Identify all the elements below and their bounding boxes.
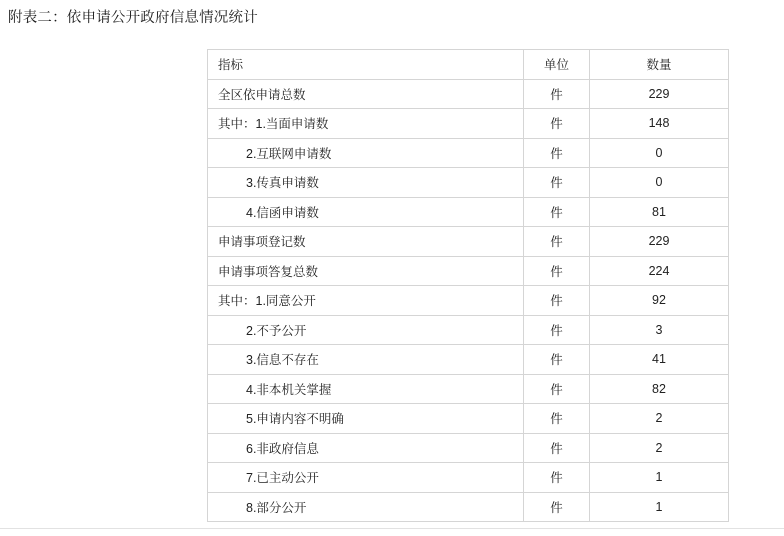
indicator-label: 全区依申请总数 bbox=[218, 87, 306, 102]
table-row bbox=[208, 463, 729, 493]
table-row bbox=[208, 197, 729, 227]
cell-quantity: 41 bbox=[590, 345, 729, 375]
cell-unit: 件 bbox=[524, 256, 590, 286]
table-row bbox=[208, 109, 729, 139]
column-header-quantity: 数量 bbox=[590, 50, 729, 80]
cell-unit: 件 bbox=[524, 197, 590, 227]
statistics-table bbox=[207, 49, 729, 522]
cell-indicator bbox=[208, 492, 524, 522]
cell-unit: 件 bbox=[524, 345, 590, 375]
footer-divider bbox=[0, 528, 784, 529]
cell-quantity: 92 bbox=[590, 286, 729, 316]
cell-indicator bbox=[208, 168, 524, 198]
cell-unit: 件 bbox=[524, 492, 590, 522]
cell-quantity: 81 bbox=[590, 197, 729, 227]
cell-indicator bbox=[208, 286, 524, 316]
cell-quantity: 3 bbox=[590, 315, 729, 345]
indicator-label: 4.非本机关掌握 bbox=[246, 382, 332, 397]
cell-quantity: 2 bbox=[590, 433, 729, 463]
cell-unit: 件 bbox=[524, 168, 590, 198]
table-row bbox=[208, 492, 729, 522]
cell-unit: 件 bbox=[524, 463, 590, 493]
cell-quantity: 2 bbox=[590, 404, 729, 434]
table-body bbox=[208, 79, 729, 522]
table-row bbox=[208, 433, 729, 463]
cell-indicator bbox=[208, 256, 524, 286]
table-row bbox=[208, 374, 729, 404]
cell-unit: 件 bbox=[524, 315, 590, 345]
cell-indicator bbox=[208, 463, 524, 493]
table-row bbox=[208, 404, 729, 434]
cell-unit: 件 bbox=[524, 286, 590, 316]
indicator-label: 申请事项登记数 bbox=[218, 235, 306, 250]
cell-indicator bbox=[208, 109, 524, 139]
table-row bbox=[208, 286, 729, 316]
cell-indicator bbox=[208, 79, 524, 109]
cell-indicator bbox=[208, 345, 524, 375]
indicator-label: 4.信函申请数 bbox=[246, 205, 319, 220]
cell-indicator bbox=[208, 227, 524, 257]
table-row bbox=[208, 227, 729, 257]
cell-unit: 件 bbox=[524, 138, 590, 168]
cell-quantity: 1 bbox=[590, 463, 729, 493]
cell-quantity: 229 bbox=[590, 79, 729, 109]
cell-unit: 件 bbox=[524, 374, 590, 404]
table-row bbox=[208, 256, 729, 286]
cell-indicator bbox=[208, 138, 524, 168]
cell-indicator bbox=[208, 433, 524, 463]
indicator-label: 5.申请内容不明确 bbox=[246, 412, 344, 427]
cell-quantity: 148 bbox=[590, 109, 729, 139]
indicator-label: 3.传真申请数 bbox=[246, 176, 319, 191]
table-row bbox=[208, 138, 729, 168]
indicator-label: 2.互联网申请数 bbox=[246, 146, 332, 161]
indicator-label: 7.已主动公开 bbox=[246, 471, 319, 486]
indicator-label: 3.信息不存在 bbox=[246, 353, 319, 368]
indicator-label: 8.部分公开 bbox=[246, 500, 307, 515]
statistics-table-container bbox=[207, 49, 728, 522]
cell-quantity: 1 bbox=[590, 492, 729, 522]
cell-unit: 件 bbox=[524, 109, 590, 139]
page-title: 附表二：依申请公开政府信息情况统计 bbox=[8, 10, 258, 26]
table-row bbox=[208, 315, 729, 345]
cell-quantity: 224 bbox=[590, 256, 729, 286]
cell-unit: 件 bbox=[524, 79, 590, 109]
cell-indicator bbox=[208, 315, 524, 345]
indicator-label: 申请事项答复总数 bbox=[218, 264, 319, 279]
cell-quantity: 0 bbox=[590, 168, 729, 198]
table-header-row bbox=[208, 50, 729, 80]
cell-indicator bbox=[208, 404, 524, 434]
column-header-unit: 单位 bbox=[524, 50, 590, 80]
indicator-label: 其中：1.同意公开 bbox=[218, 294, 316, 309]
table-row bbox=[208, 79, 729, 109]
table-row bbox=[208, 168, 729, 198]
cell-unit: 件 bbox=[524, 227, 590, 257]
indicator-label: 其中：1.当面申请数 bbox=[218, 117, 329, 132]
table-header bbox=[208, 50, 729, 80]
cell-quantity: 82 bbox=[590, 374, 729, 404]
indicator-label: 6.非政府信息 bbox=[246, 441, 319, 456]
cell-indicator bbox=[208, 374, 524, 404]
cell-indicator bbox=[208, 197, 524, 227]
table-row bbox=[208, 345, 729, 375]
column-header-indicator: 指标 bbox=[208, 50, 524, 80]
cell-unit: 件 bbox=[524, 404, 590, 434]
cell-unit: 件 bbox=[524, 433, 590, 463]
cell-quantity: 229 bbox=[590, 227, 729, 257]
indicator-label: 2.不予公开 bbox=[246, 323, 307, 338]
cell-quantity: 0 bbox=[590, 138, 729, 168]
